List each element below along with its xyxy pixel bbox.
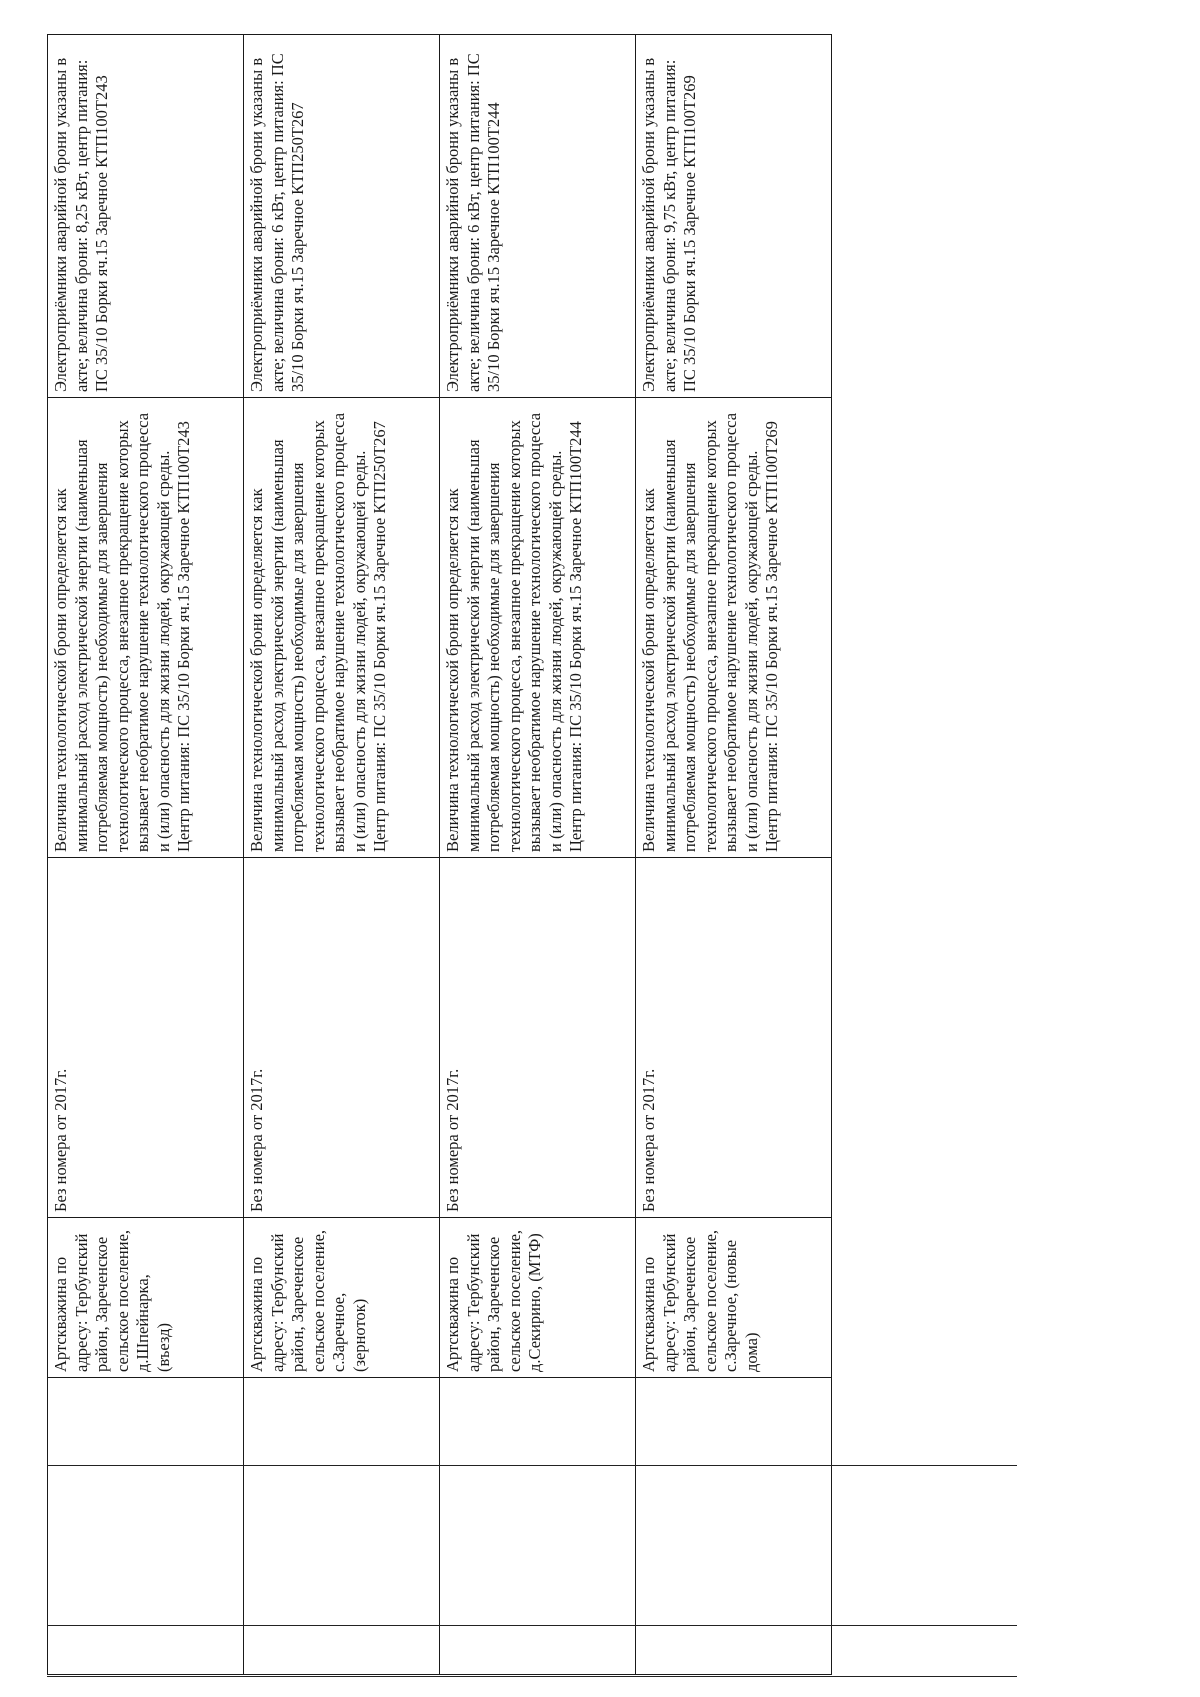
emergency-reserve-cell: Электроприёмники аварийной брони указаны в акте; величина брони: 6 кВт, центр питания: ПС 35/10 Борки яч.15 Заречное КТП250Т267: [244, 35, 440, 398]
tech-reserve-cell: Величина технологической брони определяется как минимальный расход электрической энергии (наименьшая потребляемая мощность) необходимые для завершения технологического процесса, внезапное прекращение которых вызывает необратимое нарушение технологического процесса и (или) опасность для жизни людей, окружающей среды. Центр питания: ПС 35/10 Борки яч.15 Заречное КТП250Т267: [244, 398, 440, 858]
emergency-reserve-cell: Электроприёмники аварийной брони указаны в акте; величина брони: 6 кВт, центр питания: ПС 35/10 Борки яч.15 Заречное КТП100Т244: [440, 35, 636, 398]
act-cell: Без номера от 2017г.: [636, 858, 832, 1218]
divider-line: [47, 1676, 1017, 1677]
divider-line: [47, 1465, 1017, 1466]
tech-reserve-cell: Величина технологической брони определяется как минимальный расход электрической энергии (наименьшая потребляемая мощность) необходимые для завершения технологического процесса, внезапное прекращение которых вызывает необратимое нарушение технологического процесса и (или) опасность для жизни людей, окружающей среды. Центр питания: ПС 35/10 Борки яч.15 Заречное КТП100Т244: [440, 398, 636, 858]
divider-line: [47, 1625, 1017, 1626]
table-row: [48, 35, 244, 1675]
object-cell: Артскважина по адресу: Тербунский район, Зареченское сельское поселение, д.Секирино, (МТФ): [440, 1218, 636, 1378]
table-row: [636, 35, 832, 1675]
act-cell: Без номера от 2017г.: [244, 858, 440, 1218]
rotated-table-container: [47, 35, 832, 1675]
reserve-table: [47, 34, 832, 1675]
object-cell: Артскважина по адресу: Тербунский район, Зареченское сельское поселение, с.Заречное, (новые дома): [636, 1218, 832, 1378]
table-row: [244, 35, 440, 1675]
empty-cell: [48, 1378, 244, 1675]
object-cell: Артскважина по адресу: Тербунский район, Зареченское сельское поселение, д.Шпейнарка, (въезд): [48, 1218, 244, 1378]
object-cell: Артскважина по адресу: Тербунский район, Зареченское сельское поселение, с.Заречное, (зерноток): [244, 1218, 440, 1378]
tech-reserve-cell: Величина технологической брони определяется как минимальный расход электрической энергии (наименьшая потребляемая мощность) необходимые для завершения технологического процесса, внезапное прекращение которых вызывает необратимое нарушение технологического процесса и (или) опасность для жизни людей, окружающей среды. Центр питания: ПС 35/10 Борки яч.15 Заречное КТП100Т243: [48, 398, 244, 858]
emergency-reserve-cell: Электроприёмники аварийной брони указаны в акте; величина брони: 9,75 кВт, центр питания: ПС 35/10 Борки яч.15 Заречное КТП100Т269: [636, 35, 832, 398]
table-row: [440, 35, 636, 1675]
empty-cell: [636, 1378, 832, 1675]
empty-cell: [440, 1378, 636, 1675]
act-cell: Без номера от 2017г.: [440, 858, 636, 1218]
act-cell: Без номера от 2017г.: [48, 858, 244, 1218]
tech-reserve-cell: Величина технологической брони определяется как минимальный расход электрической энергии (наименьшая потребляемая мощность) необходимые для завершения технологического процесса, внезапное прекращение которых вызывает необратимое нарушение технологического процесса и (или) опасность для жизни людей, окружающей среды. Центр питания: ПС 35/10 Борки яч.15 Заречное КТП100Т269: [636, 398, 832, 858]
emergency-reserve-cell: Электроприёмники аварийной брони указаны в акте; величина брони: 8,25 кВт, центр питания: ПС 35/10 Борки яч.15 Заречное КТП100Т243: [48, 35, 244, 398]
empty-cell: [244, 1378, 440, 1675]
